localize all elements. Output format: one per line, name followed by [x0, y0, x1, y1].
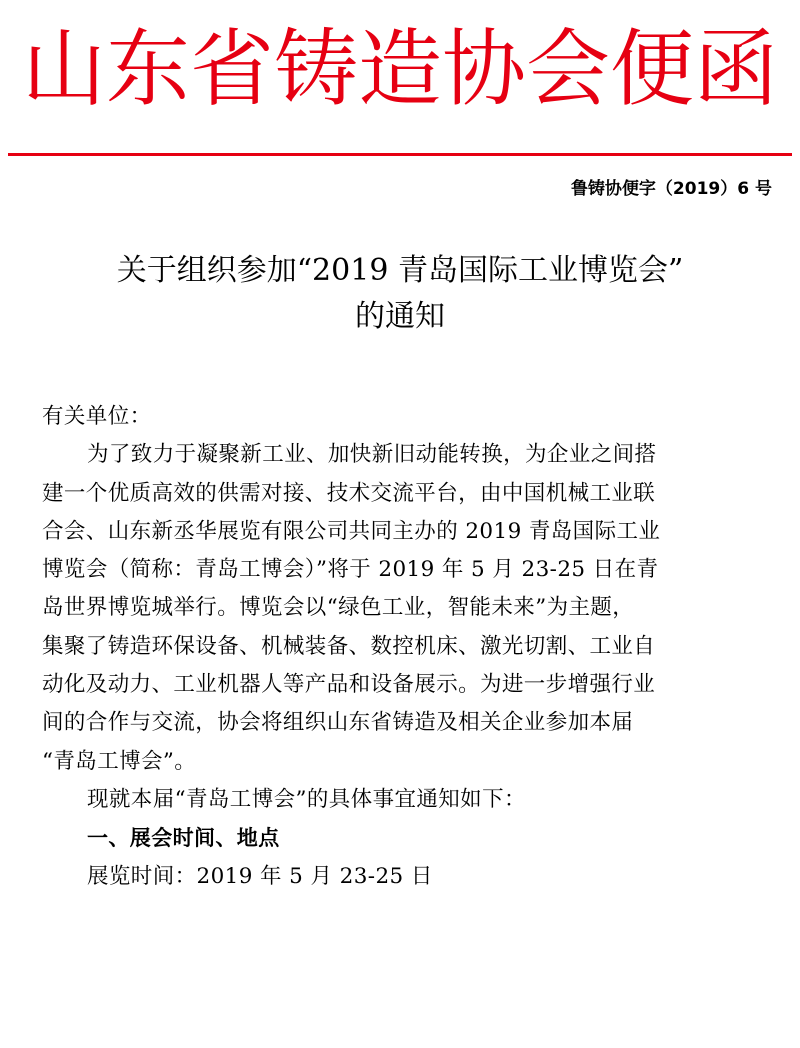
- paragraph-line: 建一个优质高效的供需对接、技术交流平台，由中国机械工业联: [42, 480, 656, 506]
- paragraph-line: 集聚了铸造环保设备、机械装备、数控机床、激光切割、工业自: [42, 633, 656, 659]
- paragraph-line: 动化及动力、工业机器人等产品和设备展示。为进一步增强行业: [42, 672, 656, 698]
- salutation: 有关单位：: [42, 404, 152, 429]
- paragraph-line: 岛世界博览城举行。博览会以“绿色工业，智能未来”为主题，: [42, 595, 635, 621]
- document-number: 鲁铸协便字（2019）6 号: [570, 179, 772, 199]
- document-title: [20, 248, 780, 340]
- exhibition-time: 展览时间：2019 年 5 月 23-25 日: [87, 863, 433, 889]
- letterhead-divider: [8, 153, 792, 156]
- section-heading: 一、展会时间、地点: [87, 826, 280, 851]
- document-title-line-2: 的通知: [355, 299, 445, 334]
- paragraph-line: 博览会（简称：青岛工博会）”将于 2019 年 5 月 23-25 日在青: [42, 557, 659, 583]
- paragraph-line: 合会、山东新丞华展览有限公司共同主办的 2019 青岛国际工业: [42, 518, 661, 544]
- paragraph-line: 为了致力于凝聚新工业、加快新旧动能转换，为企业之间搭: [87, 442, 657, 468]
- document-title-line-1: 关于组织参加“2019 青岛国际工业博览会”: [116, 253, 684, 288]
- notice-intro: 现就本届“青岛工博会”的具体事宜通知如下：: [87, 786, 526, 812]
- paragraph-line: “青岛工博会”。: [42, 748, 197, 774]
- document-body: [42, 398, 768, 896]
- paragraph-line: 间的合作与交流，协会将组织山东省铸造及相关企业参加本届: [42, 710, 634, 736]
- letterhead-title: 山东省铸造协会便函: [21, 20, 778, 118]
